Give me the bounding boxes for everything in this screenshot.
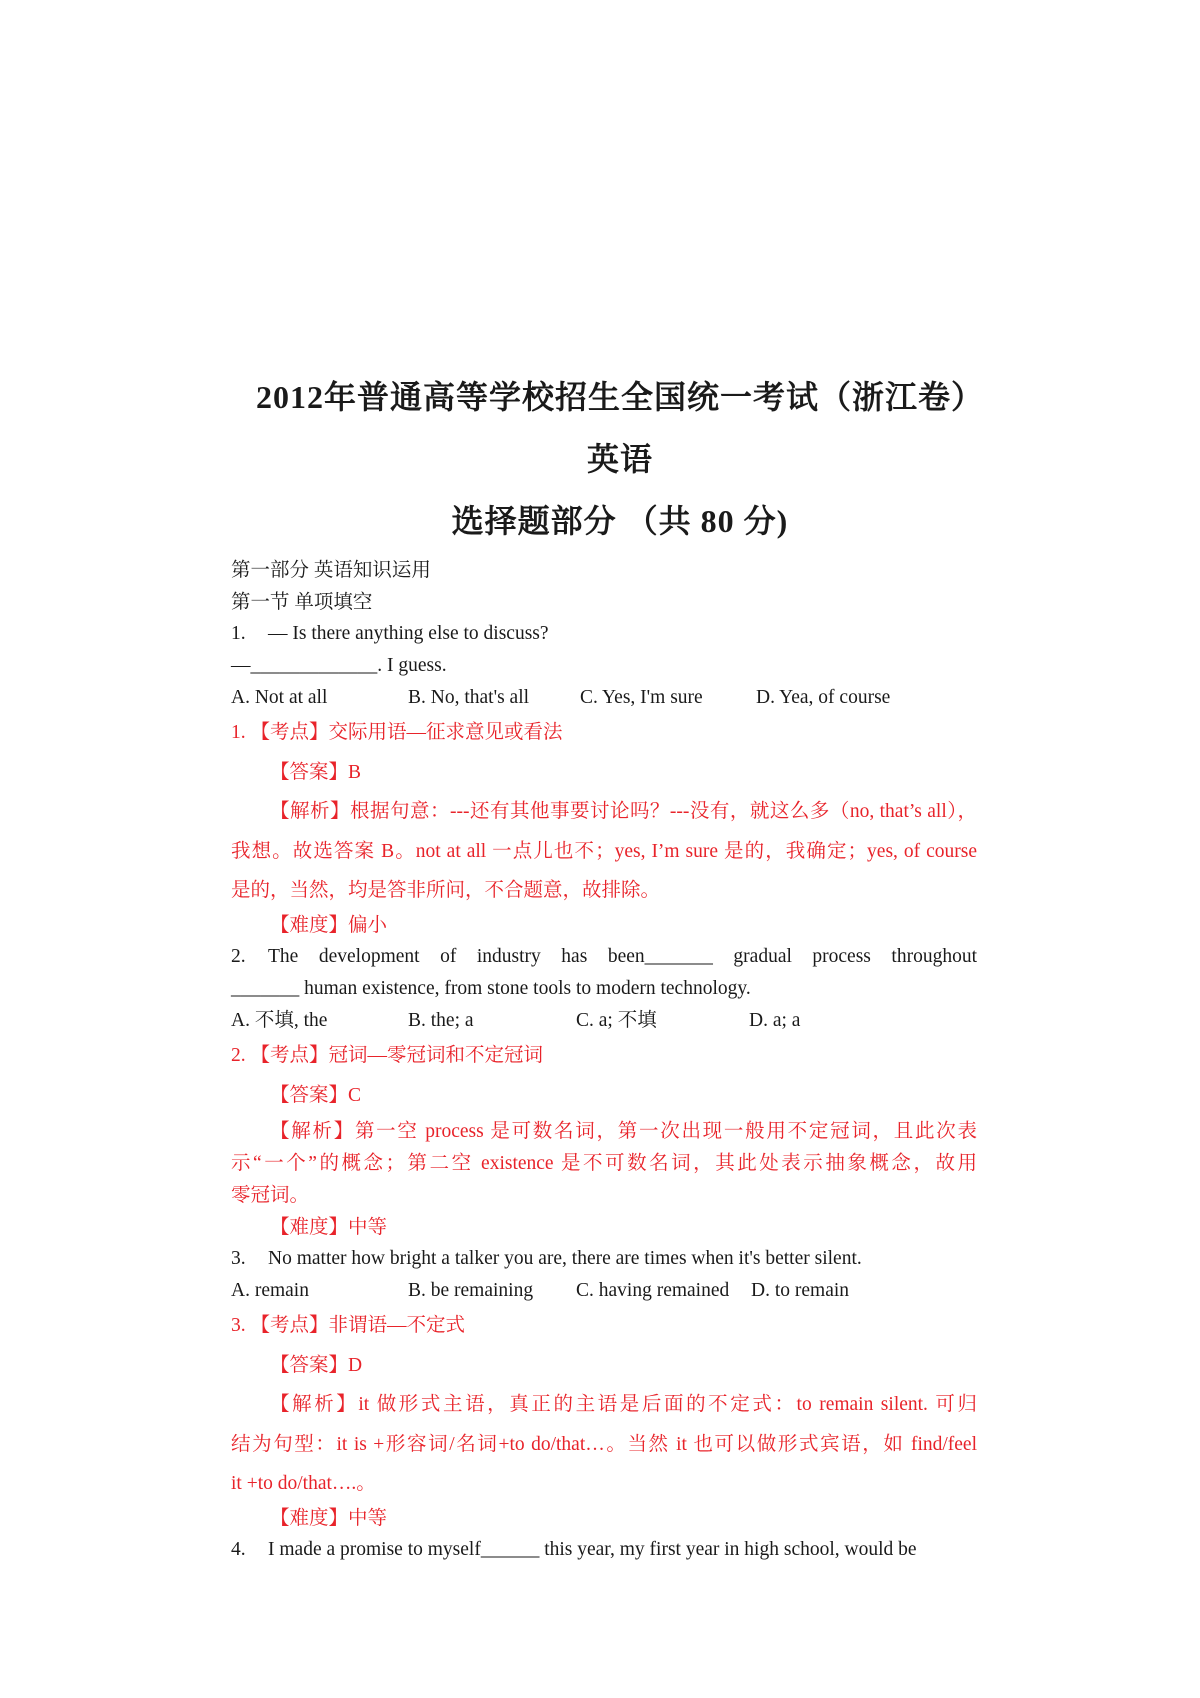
option-b: B. No, that's all: [408, 687, 530, 708]
question-2-difficulty: 【难度】中等: [270, 1217, 388, 1238]
question-1-stem: [231, 622, 977, 646]
section-subtitle: 第一节 单项填空: [231, 592, 373, 613]
option-a: A. remain: [231, 1280, 309, 1301]
question-text: No matter how bright a talker you are, there are times when it's better silent.: [268, 1248, 862, 1269]
question-2-analysis-line-1: 【解析】第一空 process 是可数名词，第一次出现一般用不定冠词，且此次表: [270, 1121, 977, 1142]
question-3-point: 3. 【考点】非谓语—不定式: [231, 1315, 466, 1336]
question-3-analysis-line-1: 【解析】it 做形式主语，真正的主语是后面的不定式：to remain silent. 可归: [270, 1394, 977, 1415]
question-3-analysis-line-3: it +to do/that….。: [231, 1473, 376, 1494]
option-b: B. be remaining: [408, 1280, 534, 1301]
question-3-analysis-line-2: 结为句型：it is +形容词/名词+to do/that…。当然 it 也可以做形式宾语，如 find/feel: [231, 1434, 977, 1455]
question-number: 3.: [231, 1248, 246, 1269]
question-1-analysis-line-2: 我想。故选答案 B。not at all 一点儿也不；yes, I’m sure 是的，我确定；yes, of course: [231, 841, 977, 862]
option-d: D. Yea, of course: [756, 687, 891, 708]
question-2-analysis-line-2: 示“一个”的概念；第二空 existence 是不可数名词，其此处表示抽象概念，故用: [231, 1153, 977, 1174]
option-c: C. having remained: [576, 1280, 730, 1301]
question-text: The development of industry has been_______ gradual process throughout: [268, 946, 977, 967]
subject-title: 英语: [586, 441, 653, 477]
question-2-line-2: _______ human existence, from stone tools to modern technology.: [231, 978, 751, 999]
question-1-point: 1. 【考点】交际用语—征求意见或看法: [231, 722, 563, 743]
question-2-answer: 【答案】C: [270, 1085, 362, 1106]
part-title: 第一部分 英语知识运用: [231, 560, 431, 581]
question-2-analysis-line-3: 零冠词。: [231, 1185, 310, 1206]
question-number: 4.: [231, 1539, 246, 1560]
question-text: — Is there anything else to discuss?: [268, 623, 549, 644]
option-c: C. a; 不填: [576, 1010, 657, 1031]
question-1-analysis-line-3: 是的，当然，均是答非所问，不合题意，故排除。: [231, 880, 661, 901]
question-text: I made a promise to myself______ this year, my first year in high school, would be: [268, 1539, 917, 1560]
question-2-stem: [231, 945, 977, 969]
question-4-stem: [231, 1538, 977, 1562]
question-3-difficulty: 【难度】中等: [270, 1508, 388, 1529]
option-b: B. the; a: [408, 1010, 474, 1031]
option-c: C. Yes, I'm sure: [580, 687, 703, 708]
exam-title: 2012年普通高等学校招生全国统一考试（浙江卷）: [255, 379, 984, 415]
question-3-answer: 【答案】D: [270, 1355, 363, 1376]
option-d: D. to remain: [751, 1280, 850, 1301]
question-number: 2.: [231, 946, 246, 967]
section-title: 选择题部分 （共 80 分): [451, 503, 789, 539]
question-1-line-2: —_____________. I guess.: [231, 655, 447, 676]
question-1-difficulty: 【难度】偏小: [270, 915, 388, 936]
option-a: A. Not at all: [231, 687, 328, 708]
question-number: 1.: [231, 623, 246, 644]
question-3-stem: [231, 1247, 977, 1271]
question-1-analysis-line-1: 【解析】根据句意：---还有其他事要讨论吗？---没有，就这么多（no, that’s all），: [270, 801, 977, 822]
option-a: A. 不填, the: [231, 1010, 328, 1031]
question-1-answer: 【答案】B: [270, 762, 362, 783]
question-2-point: 2. 【考点】冠词—零冠词和不定冠词: [231, 1045, 544, 1066]
option-d: D. a; a: [749, 1010, 801, 1031]
